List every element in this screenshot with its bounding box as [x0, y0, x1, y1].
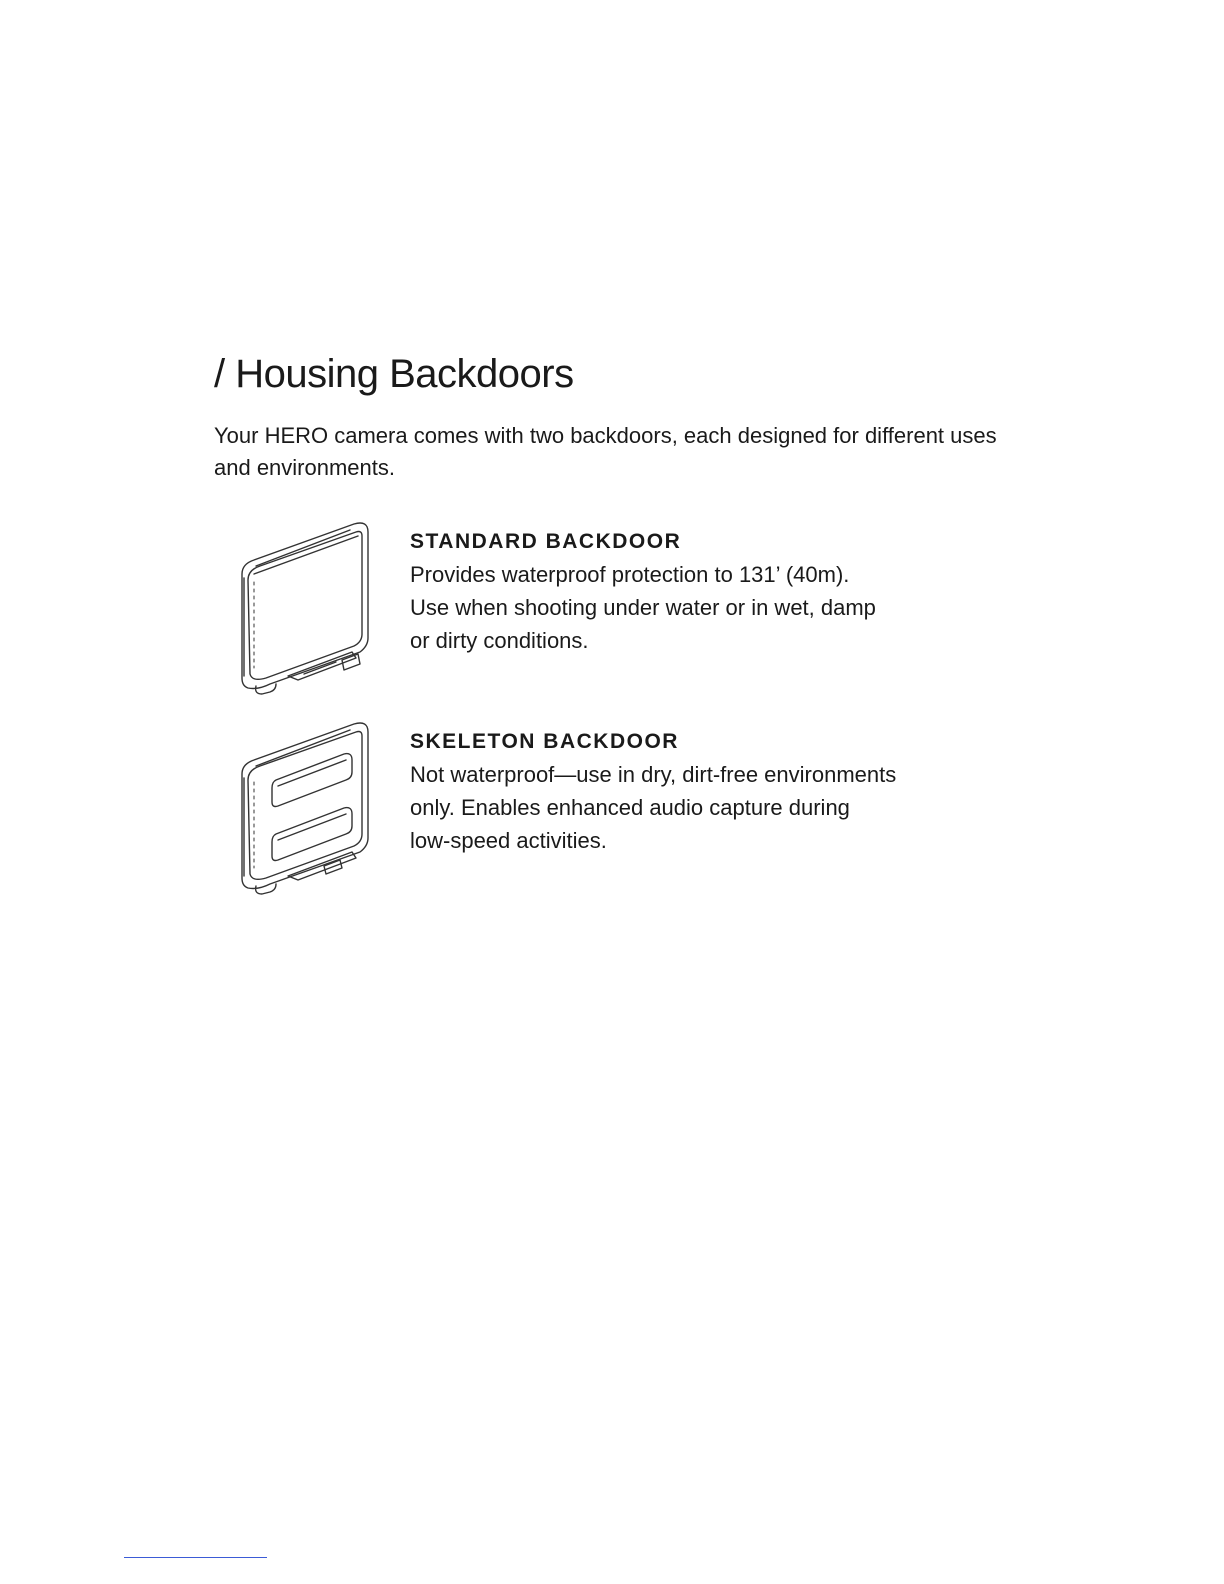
description-line: low-speed activities.: [410, 828, 607, 853]
standard-backdoor-section: [232, 518, 1032, 708]
description-line: Not waterproof—use in dry, dirt-free environments: [410, 762, 897, 787]
page-title: / Housing Backdoors: [214, 352, 574, 396]
standard-backdoor-heading: STANDARD BACKDOOR: [410, 530, 682, 553]
standard-backdoor-icon: [232, 518, 380, 702]
intro-text: Your HERO camera comes with two backdoors, each designed for different uses and environments.: [214, 423, 997, 480]
footnote-rule: [124, 1557, 267, 1558]
description-line: Provides waterproof protection to 131’ (40m).: [410, 562, 850, 587]
standard-backdoor-text: [410, 528, 970, 657]
skeleton-backdoor-description: [410, 758, 970, 857]
description-line: Use when shooting under water or in wet, damp: [410, 595, 876, 620]
skeleton-backdoor-section: [232, 718, 1032, 908]
skeleton-backdoor-icon: [232, 718, 380, 902]
description-line: only. Enables enhanced audio capture during: [410, 795, 850, 820]
skeleton-backdoor-heading: SKELETON BACKDOOR: [410, 730, 679, 753]
skeleton-backdoor-text: [410, 728, 970, 857]
description-line: or dirty conditions.: [410, 628, 589, 653]
standard-backdoor-description: [410, 558, 970, 657]
